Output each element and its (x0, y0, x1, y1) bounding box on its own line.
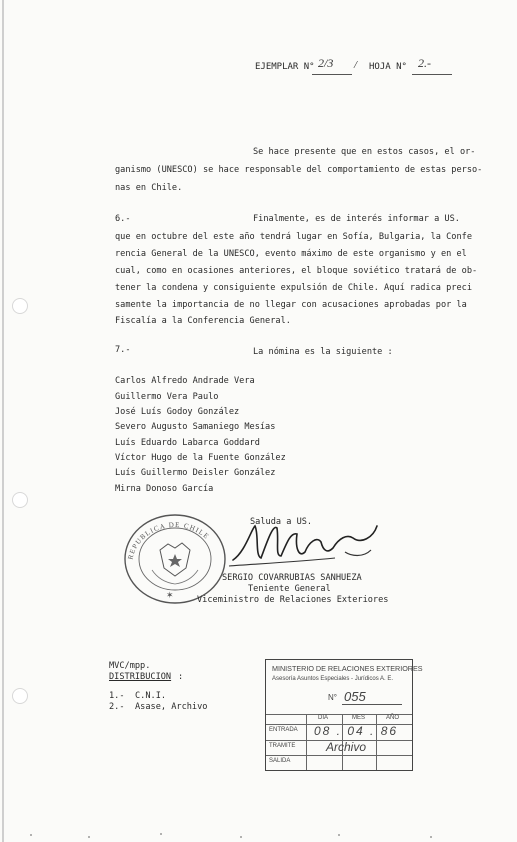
section-6-line-7: Fiscalía a la Conferencia General. (115, 316, 291, 326)
typist-initials: MVC/mpp. (109, 661, 151, 671)
stamp-date-value: 08 . 04 . 86 (314, 724, 399, 738)
distribution-label: DISTRIBUCION (109, 672, 172, 682)
hoja-label: HOJA N° (369, 62, 407, 72)
intro-line-2: ganismo (UNESCO) se hace responsable del comportamiento de estas perso- (115, 165, 483, 175)
scan-speck (338, 834, 340, 836)
ejemplar-underline (312, 74, 352, 75)
name-list-item: Luís Guillermo Deisler González (115, 468, 276, 478)
distribution-colon: : (178, 672, 184, 682)
stamp-number-label: N° (328, 693, 337, 702)
signer-name: SERGIO COVARRUBIAS SANHUEZA (222, 573, 362, 583)
page-edge-shadow (2, 0, 4, 842)
section-6-number: 6.- (115, 214, 131, 224)
ejemplar-value: 2/3 (318, 56, 334, 70)
name-list-item: Víctor Hugo de la Fuente González (115, 453, 286, 463)
name-list-item: Carlos Alfredo Andrade Vera (115, 376, 255, 386)
section-7-number: 7.- (115, 345, 131, 355)
distribution-item-text: Asase, Archivo (135, 702, 208, 712)
stamp-grid-line (376, 714, 377, 770)
signer-title: Viceministro de Relaciones Exteriores (197, 595, 389, 605)
svg-text:REPUBLICA DE CHILE: REPUBLICA DE CHILE (126, 520, 211, 561)
name-list-item: Luís Eduardo Labarca Goddard (115, 438, 260, 448)
section-6-line-5: tener la condena y consiguiente expulsión de Chile. Aquí radica preci (115, 283, 472, 293)
stamp-col-day: DIA (318, 715, 329, 721)
section-7-intro: La nómina es la siguiente : (253, 347, 393, 357)
svg-text:✶: ✶ (166, 590, 174, 600)
name-list-item: Guillermo Vera Paulo (115, 392, 219, 402)
section-6-line-4: cual, como en ocasiones anteriores, el bloque soviético tratará de ob- (115, 266, 478, 276)
stamp-number-underline (342, 704, 402, 705)
stamp-row-salida: SALIDA (269, 758, 291, 764)
section-6-line-3: rencia General de la UNESCO, evento máximo de este organismo y en el (115, 249, 467, 259)
punch-hole (12, 298, 28, 314)
name-list-item: Mirna Donoso García (115, 484, 214, 494)
receipt-stamp (265, 659, 423, 771)
stamp-number-value: 055 (344, 689, 366, 704)
distribution-item-text: C.N.I. (135, 691, 167, 701)
hoja-value: 2.- (418, 56, 431, 70)
stamp-ministry: MINISTERIO DE RELACIONES EXTERIORES (272, 664, 423, 673)
punch-hole (12, 492, 28, 508)
slash-mark: / (354, 59, 358, 71)
stamp-row-entrada: ENTRADA (269, 727, 298, 733)
salutation: Saluda a US. (250, 517, 313, 527)
name-list-item: Severo Augusto Samaniego Mesías (115, 422, 276, 432)
scan-speck (30, 834, 32, 836)
distribution-item-number: 2.- (109, 702, 125, 712)
punch-hole (12, 688, 28, 704)
intro-line-3: nas en Chile. (115, 183, 183, 193)
intro-line-1: Se hace presente que en estos casos, el or- (253, 147, 476, 157)
stamp-office: Asesoría Asuntos Especiales - Jurídicos A. E. (272, 676, 394, 682)
stamp-tramite-value: Archivo (326, 740, 367, 754)
stamp-col-year: AÑO (386, 715, 400, 721)
hoja-underline (412, 74, 452, 75)
stamp-grid-line (266, 755, 412, 756)
stamp-row-tramite: TRAMITE (269, 743, 296, 749)
section-6-line-6: samente la importancia de no llegar con acusaciones aprobadas por la (115, 300, 467, 310)
section-6-line-1: Finalmente, es de interés informar a US. (253, 214, 460, 224)
distribution-item-number: 1.- (109, 691, 125, 701)
scan-speck (88, 836, 90, 838)
stamp-grid-line (306, 714, 307, 770)
stamp-col-month: MES (352, 715, 366, 721)
name-list-item: José Luís Godoy González (115, 407, 240, 417)
section-6-line-2: que en octubre del este año tendrá lugar en Sofía, Bulgaria, la Confe (115, 232, 472, 242)
scan-speck (430, 836, 432, 838)
scan-speck (160, 833, 162, 835)
ejemplar-label: EJEMPLAR N° (255, 62, 315, 72)
scan-speck (240, 836, 242, 838)
handwritten-signature (225, 512, 385, 574)
signer-rank: Teniente General (248, 584, 331, 594)
